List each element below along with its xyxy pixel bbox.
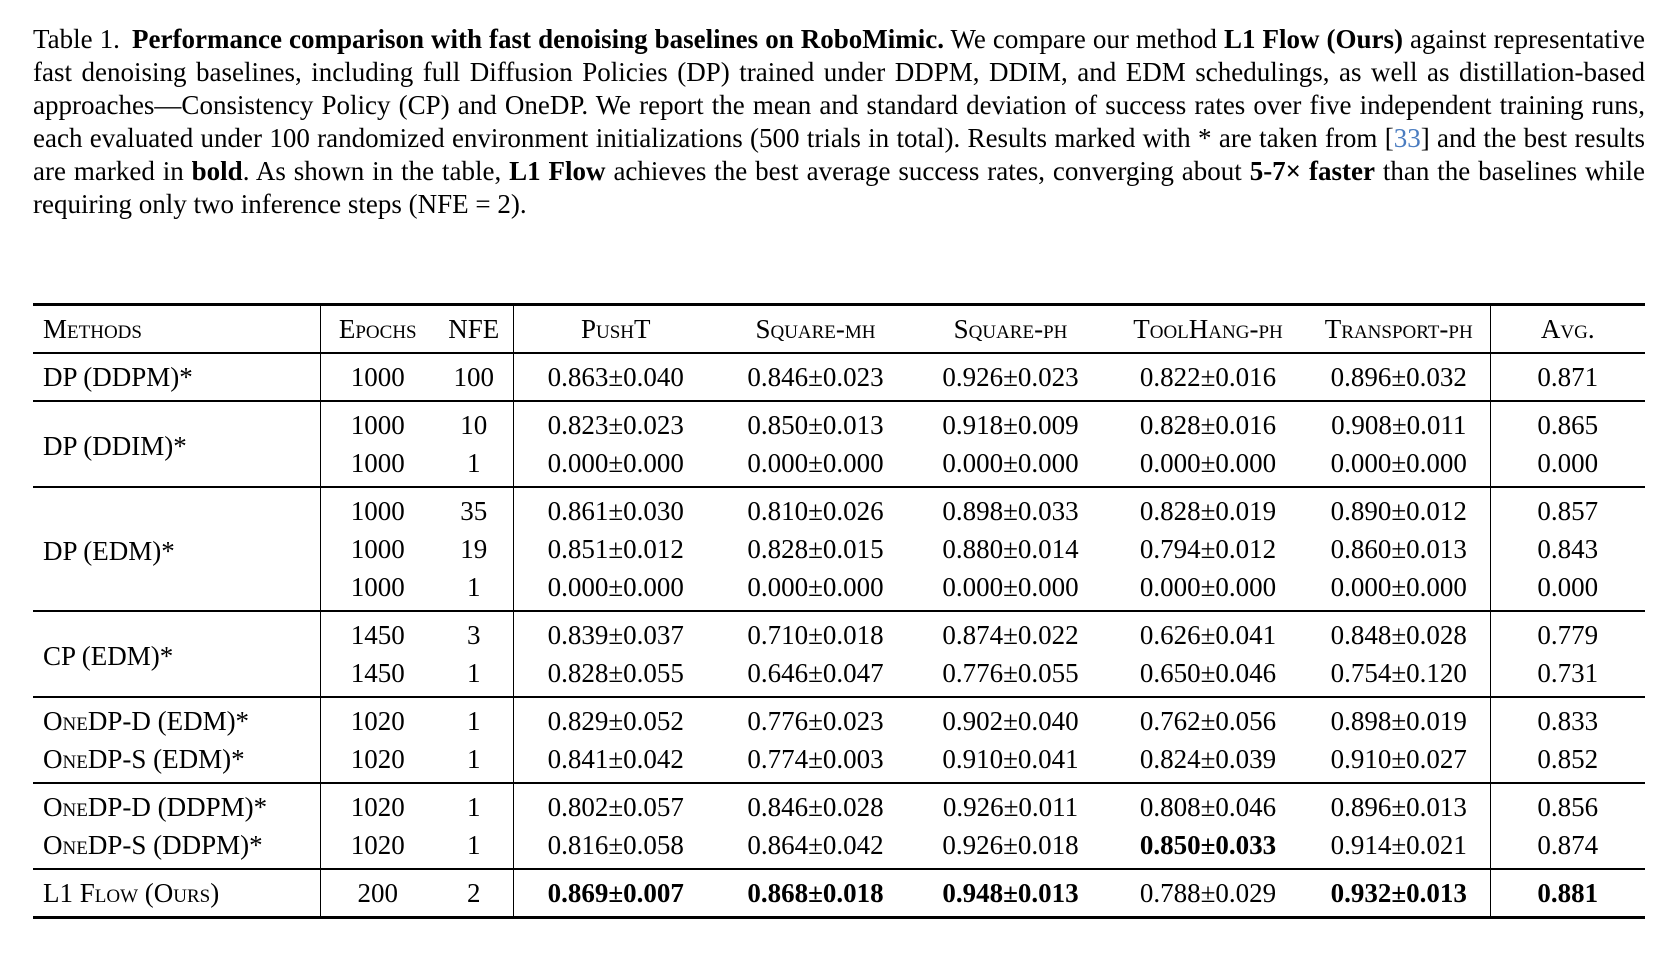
col-header-avg: Avg. <box>1490 305 1645 354</box>
table-row <box>33 697 1645 740</box>
epochs-value: 1000 <box>350 448 405 478</box>
col-header-pusht: PushT <box>580 314 651 344</box>
results-table <box>33 303 1645 919</box>
table-row <box>33 783 1645 826</box>
avg-value: 0.856 <box>1490 783 1645 826</box>
result-value: 0.710±0.018 <box>747 620 884 650</box>
caption-title: Performance comparison with fast denoising baselines on RoboMimic. <box>132 24 944 54</box>
result-value: 0.000±0.000 <box>1139 448 1277 478</box>
table-row <box>33 740 1645 783</box>
nfe-value: 1 <box>435 740 513 783</box>
col-header-transport-ph: Transport-ph <box>1324 314 1473 344</box>
avg-value: 0.731 <box>1490 654 1645 697</box>
col-header-nfe: NFE <box>435 305 513 354</box>
method-name: OneDP-S (EDM)* <box>33 740 320 783</box>
nfe-value: 10 <box>435 401 513 444</box>
nfe-value: 1 <box>435 826 513 869</box>
nfe-value: 1 <box>435 444 513 487</box>
caption-text: . As shown in the table, <box>242 156 510 186</box>
avg-value: 0.857 <box>1490 487 1645 530</box>
result-value: 0.918±0.009 <box>942 410 1079 440</box>
result-value: 0.868±0.018 <box>747 878 884 908</box>
result-value: 0.839±0.037 <box>547 620 684 650</box>
result-value: 0.808±0.046 <box>1139 792 1277 822</box>
result-value: 0.890±0.012 <box>1330 496 1467 526</box>
result-value: 0.896±0.032 <box>1330 362 1467 392</box>
result-value: 0.926±0.018 <box>942 830 1079 860</box>
result-value: 0.829±0.052 <box>547 706 684 736</box>
result-value: 0.650±0.046 <box>1139 658 1277 688</box>
result-value: 0.774±0.003 <box>747 744 884 774</box>
table-row <box>33 869 1645 918</box>
nfe-value: 19 <box>435 530 513 568</box>
epochs-value: 1450 <box>350 620 405 650</box>
col-header-square-mh: Square-mh <box>755 314 876 344</box>
epochs-value: 1000 <box>350 534 405 564</box>
result-value: 0.932±0.013 <box>1330 878 1467 908</box>
nfe-value: 3 <box>435 611 513 654</box>
result-value: 0.864±0.042 <box>747 830 884 860</box>
result-value: 0.948±0.013 <box>942 878 1079 908</box>
result-value: 0.788±0.029 <box>1139 878 1277 908</box>
epochs-value: 1020 <box>350 830 405 860</box>
nfe-value: 1 <box>435 654 513 697</box>
result-value: 0.898±0.019 <box>1330 706 1467 736</box>
result-value: 0.000±0.000 <box>1139 572 1277 602</box>
epochs-value: 1450 <box>350 658 405 688</box>
table-row <box>33 611 1645 654</box>
avg-value: 0.881 <box>1490 869 1645 918</box>
result-value: 0.776±0.055 <box>942 658 1079 688</box>
result-value: 0.898±0.033 <box>942 496 1079 526</box>
table-row <box>33 401 1645 444</box>
epochs-value: 1000 <box>350 362 405 392</box>
result-value: 0.910±0.041 <box>942 744 1079 774</box>
avg-value: 0.843 <box>1490 530 1645 568</box>
caption-label: Table 1. <box>33 24 120 54</box>
table-group <box>33 783 1645 869</box>
results-table-container <box>33 303 1643 919</box>
result-value: 0.874±0.022 <box>942 620 1079 650</box>
result-value: 0.810±0.026 <box>747 496 884 526</box>
result-value: 0.850±0.013 <box>747 410 884 440</box>
nfe-value: 100 <box>435 353 513 401</box>
table-group <box>33 697 1645 783</box>
result-value: 0.000±0.000 <box>942 572 1079 602</box>
col-header-toolhang-ph: ToolHang-ph <box>1133 314 1283 344</box>
col-header-epochs: Epochs <box>338 314 417 344</box>
header-row <box>33 305 1645 354</box>
col-header-square-ph: Square-ph <box>953 314 1068 344</box>
col-header-methods: Methods <box>33 305 320 354</box>
result-value: 0.869±0.007 <box>547 878 684 908</box>
caption-text: than the baselines while requiring only two inference steps (NFE = 2). <box>33 156 1645 219</box>
result-value: 0.848±0.028 <box>1330 620 1467 650</box>
result-value: 0.794±0.012 <box>1139 534 1277 564</box>
caption-bold-word: bold <box>191 156 243 186</box>
epochs-value: 1020 <box>350 706 405 736</box>
method-name: OneDP-D (DDPM)* <box>33 783 320 826</box>
table-row <box>33 826 1645 869</box>
result-value: 0.841±0.042 <box>547 744 684 774</box>
table-group <box>33 401 1645 487</box>
result-value: 0.816±0.058 <box>547 830 684 860</box>
caption-method-name: L1 Flow (Ours) <box>1223 24 1404 54</box>
result-value: 0.851±0.012 <box>547 534 684 564</box>
result-value: 0.850±0.033 <box>1139 830 1277 860</box>
table-group <box>33 611 1645 697</box>
result-value: 0.846±0.028 <box>747 792 884 822</box>
result-value: 0.860±0.013 <box>1330 534 1467 564</box>
result-value: 0.828±0.016 <box>1139 410 1277 440</box>
result-value: 0.828±0.015 <box>747 534 884 564</box>
epochs-value: 1000 <box>350 572 405 602</box>
avg-value: 0.852 <box>1490 740 1645 783</box>
caption-text: ] and the best results are marked in <box>33 123 1645 186</box>
epochs-value: 200 <box>357 878 398 908</box>
result-value: 0.926±0.011 <box>942 792 1079 822</box>
table-row <box>33 487 1645 530</box>
method-name: DP (EDM)* <box>33 487 320 611</box>
caption-speedup: 5-7× faster <box>1249 156 1375 186</box>
method-name: OneDP-D (EDM)* <box>33 697 320 740</box>
result-value: 0.926±0.023 <box>942 362 1079 392</box>
result-value: 0.910±0.027 <box>1330 744 1467 774</box>
method-name: DP (DDPM)* <box>33 353 320 401</box>
method-name: OneDP-S (DDPM)* <box>33 826 320 869</box>
result-value: 0.863±0.040 <box>547 362 684 392</box>
caption-text: achieves the best average success rates, converging about <box>605 156 1250 186</box>
result-value: 0.822±0.016 <box>1139 362 1277 392</box>
result-value: 0.646±0.047 <box>747 658 884 688</box>
table-caption <box>33 23 1645 221</box>
result-value: 0.861±0.030 <box>547 496 684 526</box>
result-value: 0.626±0.041 <box>1139 620 1277 650</box>
caption-method-name: L1 Flow <box>509 156 606 186</box>
avg-value: 0.833 <box>1490 697 1645 740</box>
result-value: 0.902±0.040 <box>942 706 1079 736</box>
result-value: 0.828±0.019 <box>1139 496 1277 526</box>
nfe-value: 1 <box>435 697 513 740</box>
result-value: 0.896±0.013 <box>1330 792 1467 822</box>
avg-value: 0.871 <box>1490 353 1645 401</box>
epochs-value: 1020 <box>350 792 405 822</box>
result-value: 0.828±0.055 <box>547 658 684 688</box>
avg-value: 0.874 <box>1490 826 1645 869</box>
nfe-value: 1 <box>435 568 513 611</box>
avg-value: 0.000 <box>1490 444 1645 487</box>
method-name: DP (DDIM)* <box>33 401 320 487</box>
table-group <box>33 353 1645 401</box>
epochs-value: 1000 <box>350 496 405 526</box>
citation-link[interactable]: 33 <box>1393 123 1421 153</box>
caption-text: We compare our method <box>944 24 1224 54</box>
table-group <box>33 487 1645 611</box>
method-name: CP (EDM)* <box>33 611 320 697</box>
avg-value: 0.865 <box>1490 401 1645 444</box>
epochs-value: 1000 <box>350 410 405 440</box>
result-value: 0.000±0.000 <box>747 448 884 478</box>
nfe-value: 1 <box>435 783 513 826</box>
caption-text: against representative fast denoising baselines, including full Diffusion Policies (DP) trained under DDPM, DDIM, and EDM schedulings, as well as distillation-based approaches—Consistency Policy (CP) and OneDP. We report the mean and standard deviation of success rates over five independent training runs, each evaluated under 100 randomized environment initializations (500 trials in total). Results marked with * are taken from [ <box>33 24 1645 153</box>
result-value: 0.000±0.000 <box>547 572 684 602</box>
result-value: 0.754±0.120 <box>1330 658 1467 688</box>
result-value: 0.000±0.000 <box>1330 448 1467 478</box>
table-group <box>33 869 1645 918</box>
result-value: 0.824±0.039 <box>1139 744 1277 774</box>
result-value: 0.000±0.000 <box>942 448 1079 478</box>
result-value: 0.823±0.023 <box>547 410 684 440</box>
table-row <box>33 353 1645 401</box>
epochs-value: 1020 <box>350 744 405 774</box>
result-value: 0.762±0.056 <box>1139 706 1277 736</box>
avg-value: 0.000 <box>1490 568 1645 611</box>
nfe-value: 35 <box>435 487 513 530</box>
result-value: 0.846±0.023 <box>747 362 884 392</box>
result-value: 0.776±0.023 <box>747 706 884 736</box>
result-value: 0.000±0.000 <box>1330 572 1467 602</box>
result-value: 0.908±0.011 <box>1331 410 1467 440</box>
table-header <box>33 305 1645 354</box>
method-name: L1 Flow (Ours) <box>33 869 320 918</box>
result-value: 0.880±0.014 <box>942 534 1079 564</box>
result-value: 0.000±0.000 <box>547 448 684 478</box>
result-value: 0.000±0.000 <box>747 572 884 602</box>
result-value: 0.914±0.021 <box>1330 830 1467 860</box>
avg-value: 0.779 <box>1490 611 1645 654</box>
nfe-value: 2 <box>435 869 513 918</box>
result-value: 0.802±0.057 <box>547 792 684 822</box>
